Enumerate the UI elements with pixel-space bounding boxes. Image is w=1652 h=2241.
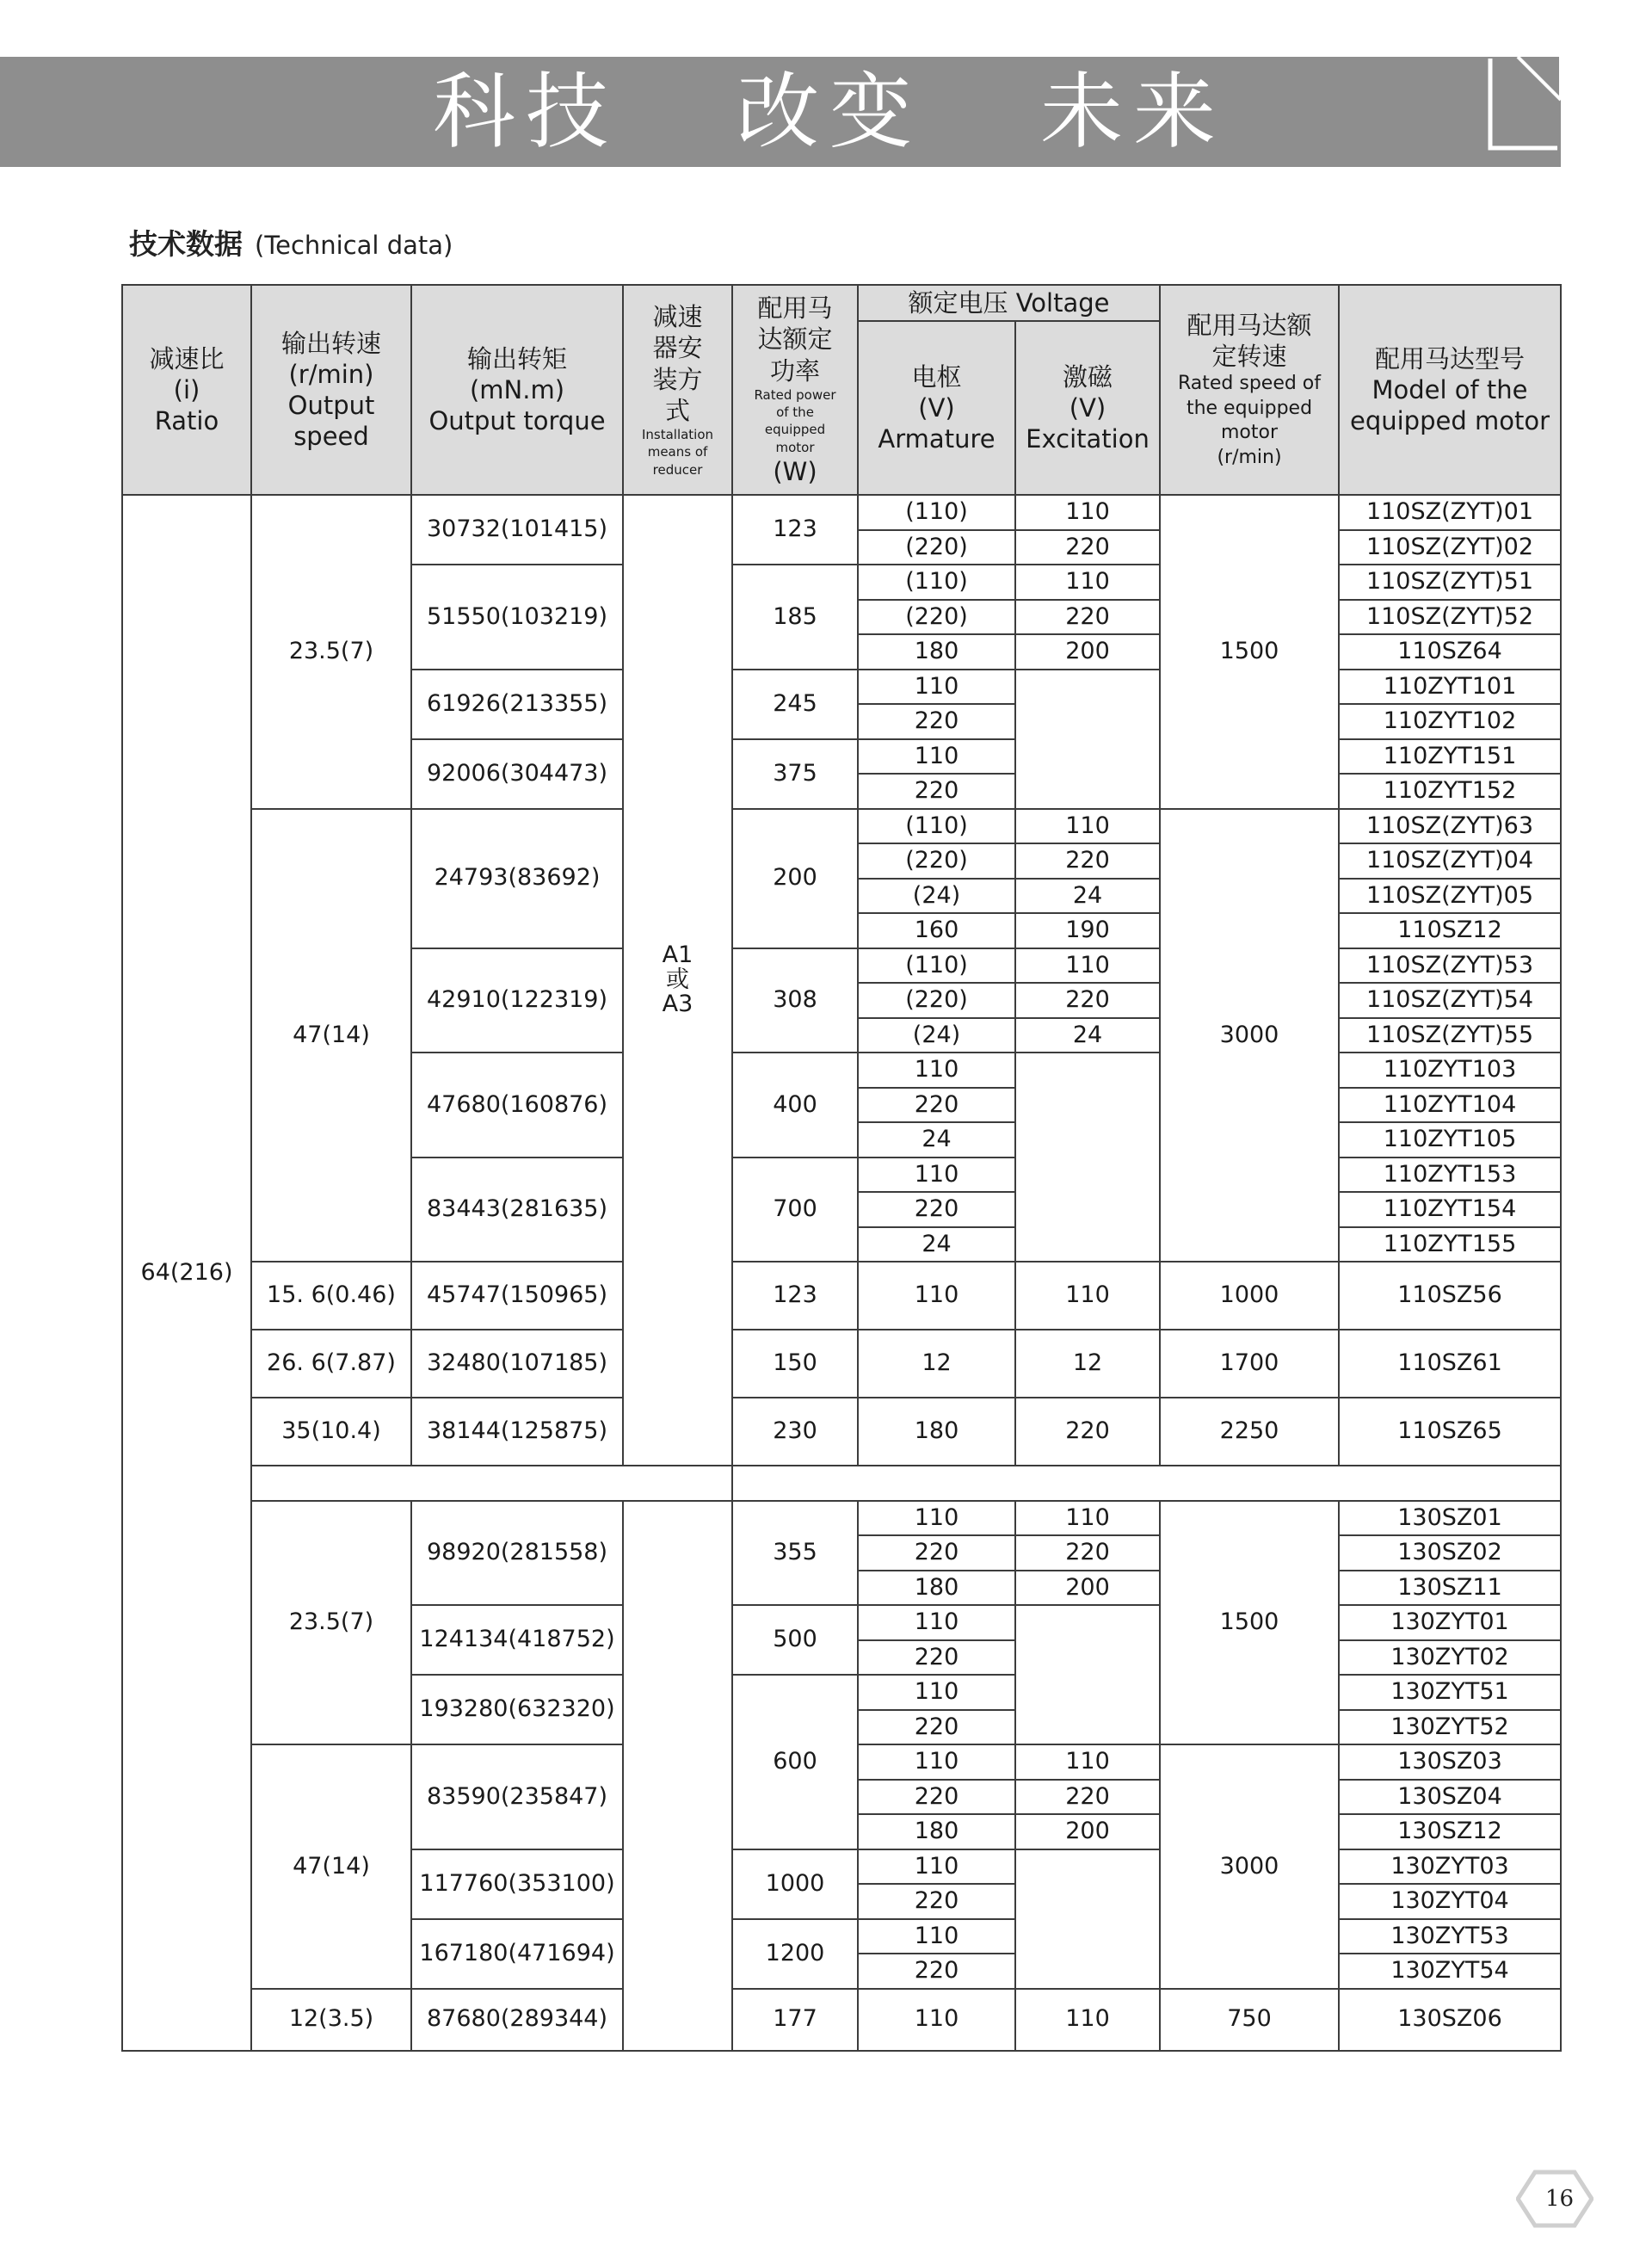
armature-cell: 180 [858, 1571, 1015, 1606]
model-cell: 130ZYT02 [1339, 1640, 1561, 1676]
excitation-cell: 110 [1015, 1262, 1160, 1330]
header-voltage: 额定电压 Voltage [858, 285, 1160, 321]
excitation-cell-empty [1015, 670, 1160, 809]
power-cell: 375 [732, 739, 858, 809]
installation-cell-empty [623, 1501, 732, 2051]
model-cell: 110SZ61 [1339, 1330, 1561, 1398]
power-cell: 1200 [732, 1919, 858, 1989]
model-cell: 130SZ04 [1339, 1780, 1561, 1815]
header-output-speed: 输出转速 (r/min) Output speed [251, 285, 411, 495]
armature-cell: 110 [858, 1158, 1015, 1193]
model-cell: 110ZYT105 [1339, 1122, 1561, 1158]
torque-cell: 98920(281558) [411, 1501, 623, 1606]
armature-cell: 220 [858, 1088, 1015, 1123]
armature-cell: 110 [858, 670, 1015, 705]
excitation-cell-empty [1015, 1605, 1160, 1744]
model-cell: 110ZYT103 [1339, 1053, 1561, 1088]
speed-cell: 15. 6(0.46) [251, 1262, 411, 1330]
excitation-cell: 190 [1015, 913, 1160, 948]
rated-speed-cell: 1500 [1160, 495, 1339, 809]
torque-cell: 61926(213355) [411, 670, 623, 739]
model-cell: 110ZYT152 [1339, 774, 1561, 809]
armature-cell: 220 [858, 1954, 1015, 1989]
power-cell: 123 [732, 1262, 858, 1330]
model-cell: 110ZYT155 [1339, 1227, 1561, 1262]
excitation-cell: 110 [1015, 809, 1160, 844]
section-title: 技术数据 (Technical data) [129, 227, 453, 261]
table-row-separator [122, 1466, 1561, 1501]
armature-cell: 110 [858, 1919, 1015, 1954]
model-cell: 110SZ(ZYT)05 [1339, 879, 1561, 914]
armature-cell: 110 [858, 1605, 1015, 1640]
table-row [122, 1398, 1561, 1466]
torque-cell: 51550(103219) [411, 565, 623, 670]
excitation-cell: 220 [1015, 843, 1160, 879]
excitation-cell: 200 [1015, 634, 1160, 670]
power-cell: 185 [732, 565, 858, 670]
model-cell: 110ZYT151 [1339, 739, 1561, 775]
model-cell: 130ZYT52 [1339, 1710, 1561, 1745]
torque-cell: 117760(353100) [411, 1849, 623, 1919]
excitation-cell: 12 [1015, 1330, 1160, 1398]
armature-cell: 220 [858, 774, 1015, 809]
excitation-cell: 220 [1015, 983, 1160, 1018]
model-cell: 110ZYT101 [1339, 670, 1561, 705]
excitation-cell: 24 [1015, 1018, 1160, 1053]
excitation-cell-empty [1015, 1053, 1160, 1262]
model-cell: 130ZYT01 [1339, 1605, 1561, 1640]
armature-cell: 110 [858, 1675, 1015, 1710]
model-cell: 110SZ56 [1339, 1262, 1561, 1330]
installation-cell: A1 或 A3 [623, 495, 732, 1466]
power-cell: 308 [732, 948, 858, 1053]
model-cell: 130ZYT51 [1339, 1675, 1561, 1710]
armature-cell: 110 [858, 1744, 1015, 1780]
armature-cell: 220 [858, 704, 1015, 739]
torque-cell: 24793(83692) [411, 809, 623, 948]
armature-cell: 110 [858, 1501, 1015, 1536]
armature-cell: (220) [858, 983, 1015, 1018]
model-cell: 130SZ01 [1339, 1501, 1561, 1536]
technical-data-table [121, 284, 1562, 2052]
model-cell: 130SZ12 [1339, 1814, 1561, 1849]
power-cell: 600 [732, 1675, 858, 1849]
speed-cell: 12(3.5) [251, 1989, 411, 2051]
rated-speed-cell: 1500 [1160, 1501, 1339, 1745]
armature-cell: 24 [858, 1122, 1015, 1158]
armature-cell: (24) [858, 879, 1015, 914]
armature-cell: 220 [858, 1884, 1015, 1919]
model-cell: 130ZYT03 [1339, 1849, 1561, 1885]
power-cell: 1000 [732, 1849, 858, 1919]
header-installation: 减速 器安 装方 式 Installation means of reducer [623, 285, 732, 495]
armature-cell: 220 [858, 1780, 1015, 1815]
torque-cell: 47680(160876) [411, 1053, 623, 1158]
speed-cell: 47(14) [251, 809, 411, 1262]
header-excitation: 激磁 (V) Excitation [1015, 321, 1160, 495]
excitation-cell: 110 [1015, 1501, 1160, 1536]
armature-cell: (110) [858, 809, 1015, 844]
model-cell: 110SZ(ZYT)55 [1339, 1018, 1561, 1053]
model-cell: 130SZ02 [1339, 1535, 1561, 1571]
model-cell: 130ZYT53 [1339, 1919, 1561, 1954]
model-cell: 110ZYT102 [1339, 704, 1561, 739]
table-row [122, 495, 1561, 530]
rated-speed-cell: 2250 [1160, 1398, 1339, 1466]
armature-cell: 180 [858, 634, 1015, 670]
model-cell: 130ZYT04 [1339, 1884, 1561, 1919]
torque-cell: 92006(304473) [411, 739, 623, 809]
armature-cell: (110) [858, 948, 1015, 984]
rated-speed-cell: 1700 [1160, 1330, 1339, 1398]
torque-cell: 42910(122319) [411, 948, 623, 1053]
header-armature: 电枢 (V) Armature [858, 321, 1015, 495]
model-cell: 110SZ(ZYT)63 [1339, 809, 1561, 844]
ratio-cell: 64(216) [122, 495, 251, 2051]
excitation-cell: 110 [1015, 1744, 1160, 1780]
model-cell: 110SZ(ZYT)01 [1339, 495, 1561, 530]
torque-cell: 87680(289344) [411, 1989, 623, 2051]
speed-cell: 47(14) [251, 1744, 411, 1989]
table-row [122, 1262, 1561, 1330]
header-rated-speed: 配用马达额 定转速 Rated speed of the equipped motor (r/min) [1160, 285, 1339, 495]
excitation-cell: 24 [1015, 879, 1160, 914]
power-cell: 500 [732, 1605, 858, 1675]
power-cell: 200 [732, 809, 858, 948]
separator-cell [251, 1466, 732, 1501]
armature-cell: 24 [858, 1227, 1015, 1262]
torque-cell: 124134(418752) [411, 1605, 623, 1675]
excitation-cell: 220 [1015, 1398, 1160, 1466]
model-cell: 110SZ65 [1339, 1398, 1561, 1466]
armature-cell: 220 [858, 1535, 1015, 1571]
armature-cell: (110) [858, 565, 1015, 600]
armature-cell: 110 [858, 739, 1015, 775]
model-cell: 110SZ12 [1339, 913, 1561, 948]
excitation-cell: 110 [1015, 565, 1160, 600]
folded-corner-icon [1487, 55, 1561, 169]
model-cell: 110SZ(ZYT)54 [1339, 983, 1561, 1018]
model-cell: 110ZYT104 [1339, 1088, 1561, 1123]
armature-cell: 12 [858, 1330, 1015, 1398]
model-cell: 110SZ(ZYT)53 [1339, 948, 1561, 984]
power-cell: 123 [732, 495, 858, 565]
armature-cell: 160 [858, 913, 1015, 948]
table-row [122, 1501, 1561, 1536]
power-cell: 245 [732, 670, 858, 739]
page-number: 16 [1545, 2186, 1575, 2212]
armature-cell: 220 [858, 1710, 1015, 1745]
model-cell: 130ZYT54 [1339, 1954, 1561, 1989]
excitation-cell: 220 [1015, 530, 1160, 565]
armature-cell: 110 [858, 1849, 1015, 1885]
armature-cell: 110 [858, 1053, 1015, 1088]
armature-cell: 220 [858, 1192, 1015, 1227]
banner-title: 科技 改变 未来 [432, 64, 1220, 160]
model-cell: 110SZ(ZYT)04 [1339, 843, 1561, 879]
speed-cell: 23.5(7) [251, 1501, 411, 1745]
model-cell: 110SZ(ZYT)52 [1339, 600, 1561, 635]
model-cell: 110ZYT154 [1339, 1192, 1561, 1227]
power-cell: 700 [732, 1158, 858, 1262]
torque-cell: 83443(281635) [411, 1158, 623, 1262]
torque-cell: 193280(632320) [411, 1675, 623, 1744]
excitation-cell: 110 [1015, 948, 1160, 984]
model-cell: 130SZ06 [1339, 1989, 1561, 2051]
power-cell: 400 [732, 1053, 858, 1158]
armature-cell: (220) [858, 843, 1015, 879]
armature-cell: 110 [858, 1989, 1015, 2051]
table-row [122, 1989, 1561, 2051]
armature-cell: 180 [858, 1398, 1015, 1466]
excitation-cell: 200 [1015, 1571, 1160, 1606]
torque-cell: 83590(235847) [411, 1744, 623, 1849]
excitation-cell: 110 [1015, 1989, 1160, 2051]
armature-cell: (110) [858, 495, 1015, 530]
header-model: 配用马达型号 Model of the equipped motor [1339, 285, 1561, 495]
torque-cell: 32480(107185) [411, 1330, 623, 1398]
armature-cell: 180 [858, 1814, 1015, 1849]
armature-cell: (24) [858, 1018, 1015, 1053]
header-ratio: 减速比 (i) Ratio [122, 285, 251, 495]
excitation-cell: 200 [1015, 1814, 1160, 1849]
header-rated-power: 配用马 达额定 功率 Rated power of the equipped motor (W) [732, 285, 858, 495]
model-cell: 130SZ03 [1339, 1744, 1561, 1780]
model-cell: 110SZ(ZYT)02 [1339, 530, 1561, 565]
excitation-cell-empty [1015, 1849, 1160, 1989]
model-cell: 130SZ11 [1339, 1571, 1561, 1606]
armature-cell: 220 [858, 1640, 1015, 1676]
rated-speed-cell: 3000 [1160, 1744, 1339, 1989]
power-cell: 150 [732, 1330, 858, 1398]
power-cell: 177 [732, 1989, 858, 2051]
armature-cell: (220) [858, 600, 1015, 635]
table-row [122, 1330, 1561, 1398]
power-cell: 230 [732, 1398, 858, 1466]
excitation-cell: 110 [1015, 495, 1160, 530]
excitation-cell: 220 [1015, 1780, 1160, 1815]
torque-cell: 167180(471694) [411, 1919, 623, 1989]
armature-cell: 110 [858, 1262, 1015, 1330]
armature-cell: (220) [858, 530, 1015, 565]
excitation-cell: 220 [1015, 1535, 1160, 1571]
speed-cell: 26. 6(7.87) [251, 1330, 411, 1398]
separator-cell [732, 1466, 1561, 1501]
speed-cell: 35(10.4) [251, 1398, 411, 1466]
table-row [122, 809, 1561, 844]
model-cell: 110SZ64 [1339, 634, 1561, 670]
torque-cell: 45747(150965) [411, 1262, 623, 1330]
power-cell: 355 [732, 1501, 858, 1606]
header-output-torque: 输出转矩 (mN.m) Output torque [411, 285, 623, 495]
torque-cell: 30732(101415) [411, 495, 623, 565]
excitation-cell: 220 [1015, 600, 1160, 635]
model-cell: 110ZYT153 [1339, 1158, 1561, 1193]
rated-speed-cell: 1000 [1160, 1262, 1339, 1330]
model-cell: 110SZ(ZYT)51 [1339, 565, 1561, 600]
torque-cell: 38144(125875) [411, 1398, 623, 1466]
speed-cell: 23.5(7) [251, 495, 411, 809]
rated-speed-cell: 3000 [1160, 809, 1339, 1262]
rated-speed-cell: 750 [1160, 1989, 1339, 2051]
